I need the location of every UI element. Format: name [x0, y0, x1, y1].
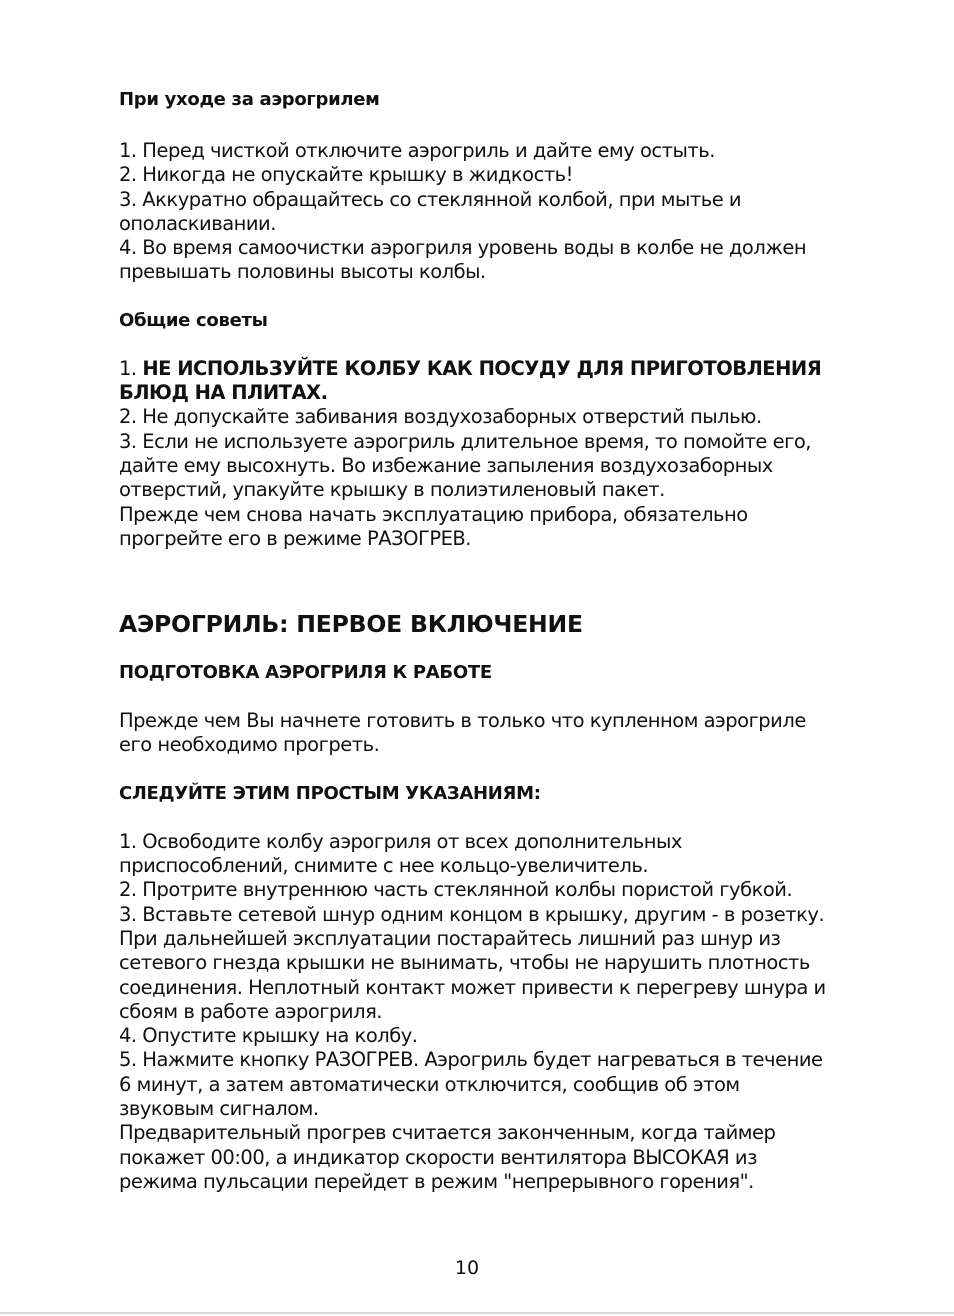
care-item: 2. Никогда не опускайте крышку в жидкость! — [119, 163, 573, 187]
care-item: 1. Перед чисткой отключите аэрогриль и дайте ему остыть. — [119, 139, 715, 162]
tips-item: 2. Не допускайте забивания воздухозаборных отверстий пылью. — [119, 405, 762, 429]
step-item: 4. Опустите крышку на колбу. — [119, 1024, 418, 1048]
step-item: 1. Освободите колбу аэрогриля от всех дополнительных приспособлений, снимите с нее кольцо-увеличитель. — [119, 829, 682, 878]
page-edge-line — [0, 1312, 954, 1314]
step-item: 3. Вставьте сетевой шнур одним концом в крышку, другим - в розетку. При дальнейшей эксплуатации постарайтесь лишний раз шнур из сетевого гнезда крышки не вынимать, чтобы не нарушить плотность соединения. Неплотный контакт может привести к перегреву шнура и сбоям в работе аэрогриля. — [119, 902, 826, 1023]
tips-item: Прежде чем снова начать эксплуатацию прибора, обязательно прогрейте его в режиме РАЗОГРЕВ. — [119, 502, 748, 550]
care-list — [119, 139, 839, 285]
care-item: 3. Аккуратно обращайтесь со стеклянной колбой, при мытье и ополаскивании. — [119, 187, 742, 235]
first-use-heading: АЭРОГРИЛЬ: ПЕРВОЕ ВКЛЮЧЕНИЕ — [119, 610, 583, 639]
steps-heading: СЛЕДУЙТЕ ЭТИМ ПРОСТЫМ УКАЗАНИЯМ: — [119, 782, 541, 804]
step-item: Предварительный прогрев считается законченным, когда таймер покажет 00:00, а индикатор скорости вентилятора ВЫСОКАЯ из режима пульсации перейдет в режим "непрерывного горения". — [119, 1121, 776, 1193]
care-heading: При уходе за аэрогрилем — [119, 89, 380, 110]
steps-list — [119, 830, 839, 1194]
page-number: 10 — [454, 1257, 480, 1279]
page-content — [119, 88, 839, 1194]
preparation-intro: Прежде чем Вы начнете готовить в только что купленном аэрогриле его необходимо прогреть. — [119, 709, 806, 757]
step-item: 5. Нажмите кнопку РАЗОГРЕВ. Аэрогриль будет нагреваться в течение 6 минут, а затем автоматически отключится, сообщив об этом звуковым сигналом. — [119, 1048, 823, 1121]
tips-item: 3. Если не используете аэрогриль длительное время, то помойте его, дайте ему высохнуть. Во избежание запыления воздухозаборных отверстий, упакуйте крышку в полиэтиленовый пакет. — [119, 429, 811, 502]
tips-heading: Общие советы — [119, 309, 268, 331]
tips-list — [119, 357, 839, 551]
preparation-heading: ПОДГОТОВКА АЭРОГРИЛЯ К РАБОТЕ — [119, 662, 492, 684]
tips-item-warning-text: НЕ ИСПОЛЬЗУЙТЕ КОЛБУ КАК ПОСУДУ ДЛЯ ПРИГОТОВЛЕНИЯ БЛЮД НА ПЛИТАХ. — [119, 356, 822, 405]
step-item: 2. Протрите внутреннюю часть стеклянной колбы пористой губкой. — [119, 878, 793, 902]
tips-item-number: 1. — [119, 356, 137, 380]
tips-item-warning — [119, 357, 839, 406]
care-item: 4. Во время самоочистки аэрогриля уровень воды в колбе не должен превышать половины высоты колбы. — [119, 236, 807, 284]
